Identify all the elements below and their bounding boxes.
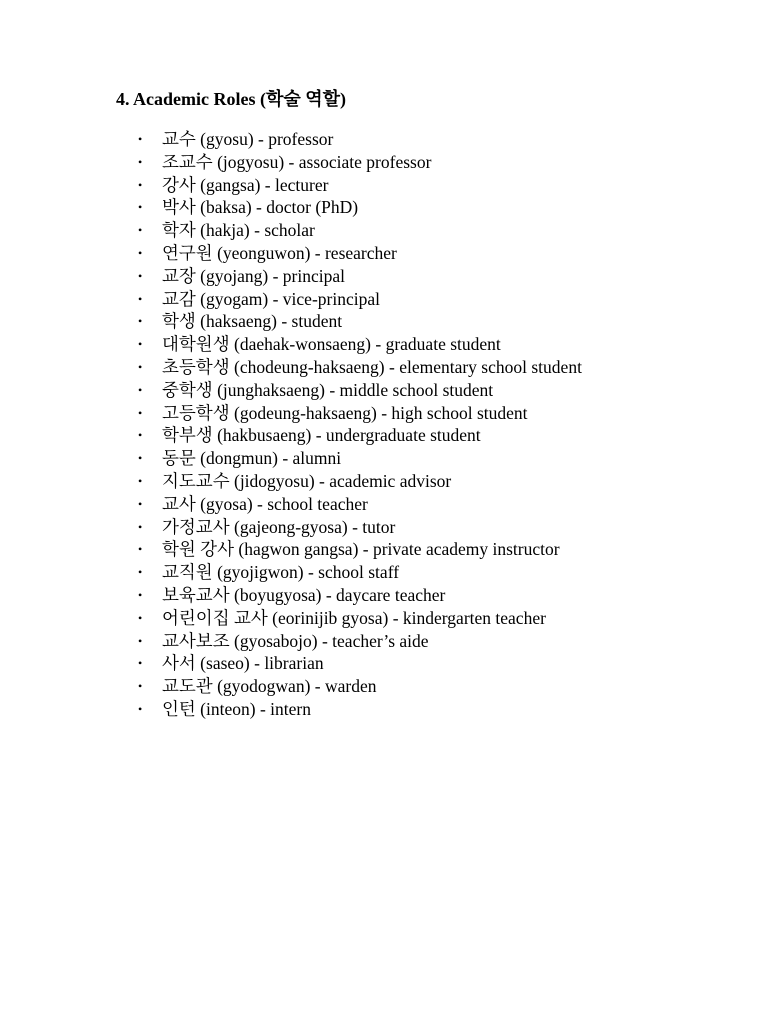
list-item — [116, 196, 736, 219]
term-text: 사서 (saseo) - librarian — [162, 653, 324, 674]
term-text: 보육교사 (boyugyosa) - daycare teacher — [162, 584, 446, 605]
bullet-icon: • — [138, 587, 143, 602]
bullet-icon: • — [138, 679, 143, 694]
bullet-icon: • — [138, 496, 143, 511]
bullet-icon: • — [138, 382, 143, 397]
section-heading: 4. Academic Roles (학술 역할) — [116, 89, 347, 109]
term-text: 학자 (hakja) - scholar — [162, 220, 315, 241]
bullet-icon: • — [138, 428, 143, 443]
term-text: 동문 (dongmun) - alumni — [162, 448, 342, 469]
list-item — [116, 242, 736, 265]
bullet-icon: • — [138, 223, 143, 238]
list-item — [116, 447, 736, 470]
list-item — [116, 379, 736, 402]
list-item — [116, 630, 736, 653]
term-text: 인턴 (inteon) - intern — [162, 698, 311, 719]
term-text: 박사 (baksa) - doctor (PhD) — [162, 197, 359, 218]
bullet-icon: • — [138, 656, 143, 671]
list-item — [116, 424, 736, 447]
term-text: 교사 (gyosa) - school teacher — [162, 493, 368, 514]
bullet-icon: • — [138, 245, 143, 260]
list-item — [116, 561, 736, 584]
list-item — [116, 128, 736, 151]
list-item — [116, 516, 736, 539]
bullet-icon: • — [138, 701, 143, 716]
list-item — [116, 470, 736, 493]
term-text: 학부생 (hakbusaeng) - undergraduate student — [162, 425, 481, 446]
bullet-icon: • — [138, 337, 143, 352]
term-text: 지도교수 (jidogyosu) - academic advisor — [162, 470, 452, 491]
list-item — [116, 151, 736, 174]
bullet-icon: • — [138, 200, 143, 215]
list-item — [116, 310, 736, 333]
term-text: 고등학생 (godeung-haksaeng) - high school student — [162, 402, 528, 423]
list-item — [116, 265, 736, 288]
term-text: 어린이집 교사 (eorinijib gyosa) - kindergarten teacher — [162, 607, 546, 628]
list-item — [116, 174, 736, 197]
bullet-icon: • — [138, 633, 143, 648]
bullet-icon: • — [138, 451, 143, 466]
bullet-icon: • — [138, 565, 143, 580]
bullet-icon: • — [138, 610, 143, 625]
list-item — [116, 698, 736, 721]
list-item — [116, 652, 736, 675]
bullet-icon: • — [138, 542, 143, 557]
list-item — [116, 402, 736, 425]
list-item — [116, 538, 736, 561]
bullet-icon: • — [138, 291, 143, 306]
bullet-icon: • — [138, 519, 143, 534]
bullet-icon: • — [138, 473, 143, 488]
list-item — [116, 356, 736, 379]
term-text: 교수 (gyosu) - professor — [162, 129, 334, 149]
term-text: 교장 (gyojang) - principal — [162, 265, 345, 286]
list-item — [116, 607, 736, 630]
bullet-icon: • — [138, 132, 143, 146]
list-item — [116, 675, 736, 698]
term-text: 교사보조 (gyosabojo) - teacher’s aide — [162, 630, 429, 651]
term-text: 대학원생 (daehak-wonsaeng) - graduate student — [162, 334, 501, 355]
list-item — [116, 584, 736, 607]
bullet-icon: • — [138, 177, 143, 192]
bullet-icon: • — [138, 359, 143, 374]
term-text: 강사 (gangsa) - lecturer — [162, 174, 329, 195]
term-text: 학생 (haksaeng) - student — [162, 311, 343, 332]
list-item — [116, 493, 736, 516]
list-item — [116, 333, 736, 356]
term-text: 교도관 (gyodogwan) - warden — [162, 676, 377, 697]
term-text: 중학생 (junghaksaeng) - middle school student — [162, 379, 494, 400]
term-text: 조교수 (jogyosu) - associate professor — [162, 151, 432, 172]
bullet-icon: • — [138, 268, 143, 283]
bullet-icon: • — [138, 314, 143, 329]
term-text: 교감 (gyogam) - vice-principal — [162, 288, 380, 309]
term-text: 연구원 (yeonguwon) - researcher — [162, 242, 397, 263]
bullet-icon: • — [138, 154, 143, 169]
list-item — [116, 219, 736, 242]
term-list — [116, 128, 736, 721]
term-text: 초등학생 (chodeung-haksaeng) - elementary school student — [162, 356, 582, 377]
term-text: 학원 강사 (hagwon gangsa) - private academy instructor — [162, 539, 560, 560]
list-item — [116, 288, 736, 311]
term-text: 교직원 (gyojigwon) - school staff — [162, 562, 400, 583]
term-text: 가정교사 (gajeong-gyosa) - tutor — [162, 516, 396, 537]
bullet-icon: • — [138, 405, 143, 420]
